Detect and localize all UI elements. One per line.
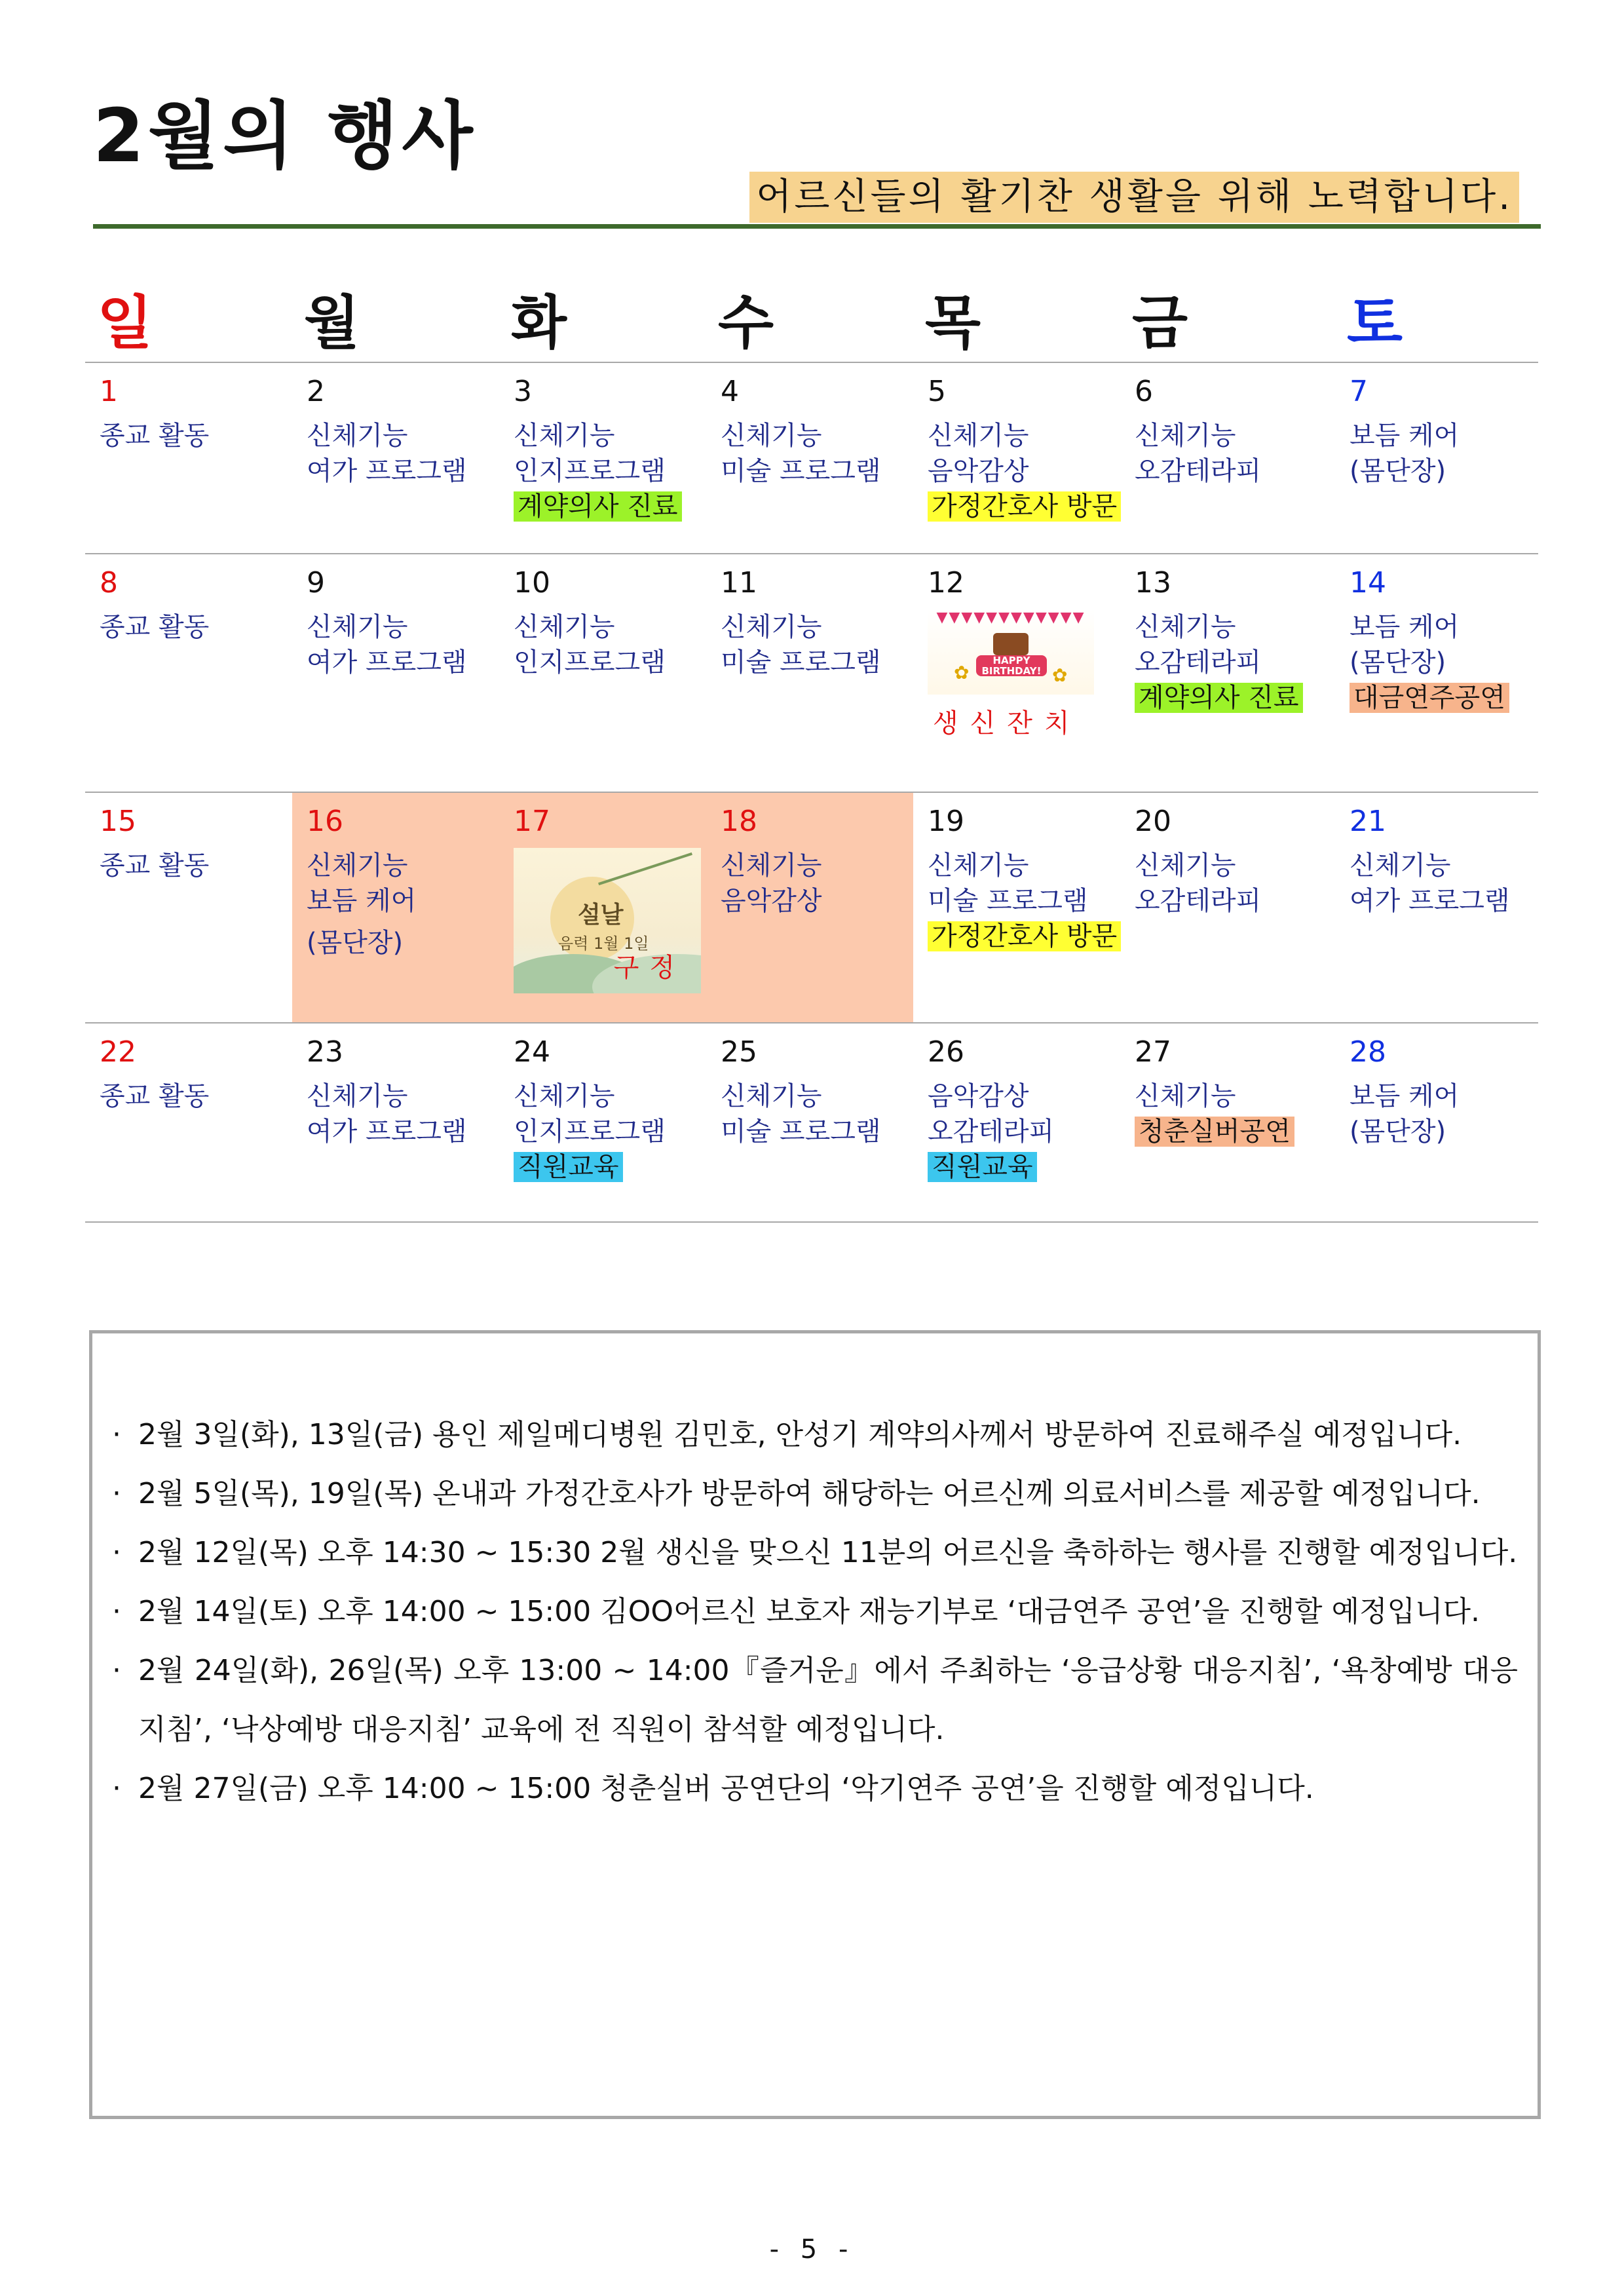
day-number: 14 [1350,566,1386,600]
event-item: 신체기능 [928,851,1029,881]
event-highlight: 계약의사 진료 [1135,683,1303,713]
day-number: 15 [100,805,136,838]
day-cell-18 [706,793,913,1022]
event-highlight: 직원교육 [514,1152,623,1182]
event-item: 신체기능 [721,612,822,642]
day-number: 13 [1135,566,1171,600]
day-number: 20 [1135,805,1171,838]
event-item: 미술 프로그램 [721,647,881,678]
bullet: · [112,1418,121,1451]
day-cell-21 [1335,793,1538,1022]
event-item: 여가 프로그램 [307,647,467,678]
seollal-date: 음력 1월 1일 [558,934,649,953]
event-item: 미술 프로그램 [928,886,1088,916]
event-item: 보듬 케어 [1350,421,1460,451]
event-item: 신체기능 [721,1081,822,1111]
day-number: 27 [1135,1035,1171,1069]
day-number: 1 [100,375,118,408]
day-cell-2 [292,363,499,553]
birthday-banner: HAPPY BIRTHDAY! [976,655,1047,676]
weekday-sun: 일 [97,289,153,356]
day-number: 23 [307,1035,343,1069]
day-number: 11 [721,566,757,600]
day-number: 3 [514,375,532,408]
notice-item: · 2월 5일(목), 19일(목) 온내과 가정간호사가 방문하여 해당하는 어르신께 의료서비스를 제공할 예정입니다. [112,1464,1518,1523]
event-item: 신체기능 [721,421,822,451]
event-item: 신체기능 [514,421,615,451]
flower-icon: ✿ [954,662,970,683]
day-number: 18 [721,805,757,838]
event-item: 종교 활동 [100,851,210,881]
day-cell-3 [499,363,706,553]
event-item: 신체기능 [514,612,615,642]
event-item: 보듬 케어 [1350,1081,1460,1111]
bullet: · [112,1654,121,1687]
event-item: 인지프로그램 [514,1117,666,1147]
event-item: 음악감상 [928,456,1029,486]
day-cell-24 [499,1024,706,1221]
page-title: 2월의 행사 [93,94,477,179]
event-item: 신체기능 [307,1081,408,1111]
day-number: 9 [307,566,325,600]
day-cell-27 [1120,1024,1335,1221]
event-highlight: 청춘실버공연 [1135,1117,1294,1147]
day-cell-26 [913,1024,1120,1221]
birthday-image [928,609,1094,695]
title-divider [93,224,1541,229]
event-item: 여가 프로그램 [307,456,467,486]
day-cell-15 [85,793,292,1022]
calendar-week-1 [85,363,1538,554]
notice-item: · 2월 27일(금) 오후 14:00 ~ 15:00 청춘실버 공연단의 ‘악기연주 공연’을 진행할 예정입니다. [112,1759,1518,1818]
calendar-week-2 [85,554,1538,793]
day-cell-19 [913,793,1120,1022]
day-number: 28 [1350,1035,1386,1069]
day-cell-5 [913,363,1120,553]
day-cell-11 [706,554,913,792]
bullet: · [112,1595,121,1628]
notice-item: · 2월 12일(목) 오후 14:30 ~ 15:30 2월 생신을 맞으신 11분의 어르신을 축하하는 행사를 진행할 예정입니다. [112,1523,1518,1582]
day-number: 21 [1350,805,1386,838]
weekday-sat: 토 [1347,289,1403,356]
event-item: 신체기능 [721,851,822,881]
notice-list [92,1333,1538,1818]
day-number: 2 [307,375,325,408]
event-item: 신체기능 [1135,851,1236,881]
bullet: · [112,1536,121,1569]
event-item: 보듬 케어 [307,886,417,916]
event-highlight: 대금연주공연 [1350,683,1509,713]
day-cell-1 [85,363,292,553]
notice-box [89,1330,1541,2119]
branch-decoration [598,852,692,885]
event-highlight: 가정간호사 방문 [928,491,1121,522]
day-cell-14 [1335,554,1538,792]
event-item: 여가 프로그램 [307,1117,467,1147]
event-item: 종교 활동 [100,612,210,642]
day-cell-13 [1120,554,1335,792]
cake-icon [993,633,1029,655]
day-cell-9 [292,554,499,792]
bullet: · [112,1477,121,1510]
day-cell-12 [913,554,1120,792]
lunar-new-year-label: 구정 [613,953,685,983]
event-item: 신체기능 [307,851,408,881]
day-number: 7 [1350,375,1368,408]
event-highlight: 가정간호사 방문 [928,921,1121,951]
notice-item: · 2월 24일(화), 26일(목) 오후 13:00 ~ 14:00『즐거운』에서 주최하는 ‘응급상황 대응지침’, ‘욕창예방 대응지침’, ‘낙상예방 대응지침’ 교육에 전 직원이 참석할 예정입니다. [112,1641,1518,1759]
flower-icon: ✿ [1052,664,1068,686]
event-highlight: 직원교육 [928,1152,1037,1182]
event-item: (몸단장) [307,928,404,958]
event-item: 신체기능 [1135,421,1236,451]
event-item: (몸단장) [1350,456,1446,486]
birthday-party-label: 생신잔치 [933,708,1082,738]
day-cell-23 [292,1024,499,1221]
event-highlight: 계약의사 진료 [514,491,682,522]
day-number: 22 [100,1035,136,1069]
day-cell-20 [1120,793,1335,1022]
weekday-mon: 월 [304,289,360,356]
day-number: 10 [514,566,550,600]
day-cell-8 [85,554,292,792]
day-number: 25 [721,1035,757,1069]
event-item: 미술 프로그램 [721,1117,881,1147]
day-number: 16 [307,805,343,838]
day-cell-6 [1120,363,1335,553]
event-item: 오감테라피 [1135,886,1262,916]
event-item: 음악감상 [928,1081,1029,1111]
page-number: - 5 - [769,2234,855,2265]
day-cell-16 [292,793,499,1022]
day-cell-4 [706,363,913,553]
event-item: 신체기능 [928,421,1029,451]
day-cell-25 [706,1024,913,1221]
day-cell-17 [499,793,706,1022]
event-item: (몸단장) [1350,1117,1446,1147]
day-number: 8 [100,566,118,600]
event-item: 신체기능 [514,1081,615,1111]
bunting-decoration: ▼▼▼▼▼▼▼▼▼▼▼▼ [936,609,1086,625]
event-item: 보듬 케어 [1350,612,1460,642]
event-item: 인지프로그램 [514,456,666,486]
day-number: 5 [928,375,946,408]
weekday-header [85,288,1538,363]
event-item: (몸단장) [1350,647,1446,678]
calendar-week-4 [85,1024,1538,1223]
weekday-wed: 수 [718,289,774,356]
event-item: 종교 활동 [100,421,210,451]
event-item: 종교 활동 [100,1081,210,1111]
day-number: 12 [928,566,964,600]
event-item: 오감테라피 [1135,456,1262,486]
day-cell-28 [1335,1024,1538,1221]
notice-item: · 2월 3일(화), 13일(금) 용인 제일메디병원 김민호, 안성기 계약의사께서 방문하여 진료해주실 예정입니다. [112,1406,1518,1464]
event-item: 신체기능 [1135,612,1236,642]
weekday-fri: 금 [1132,289,1188,356]
weekday-tue: 화 [511,289,567,356]
event-item: 미술 프로그램 [721,456,881,486]
seollal-image [514,848,701,993]
event-item: 신체기능 [1350,851,1451,881]
event-item: 신체기능 [307,612,408,642]
day-number: 24 [514,1035,550,1069]
event-item: 음악감상 [721,886,822,916]
day-cell-22 [85,1024,292,1221]
event-item: 신체기능 [307,421,408,451]
day-number: 4 [721,375,739,408]
seollal-title: 설날 [578,902,624,928]
day-number: 17 [514,805,550,838]
day-number: 26 [928,1035,964,1069]
day-cell-10 [499,554,706,792]
event-item: 신체기능 [1135,1081,1236,1111]
day-number: 6 [1135,375,1153,408]
subtitle-banner: 어르신들의 활기찬 생활을 위해 노력합니다. [749,172,1519,223]
weekday-thu: 목 [925,289,981,356]
day-cell-7 [1335,363,1538,553]
event-item: 인지프로그램 [514,647,666,678]
event-item: 오감테라피 [1135,647,1262,678]
bullet: · [112,1772,121,1805]
calendar [85,288,1538,1223]
notice-item: · 2월 14일(토) 오후 14:00 ~ 15:00 김OO어르신 보호자 재능기부로 ‘대금연주 공연’을 진행할 예정입니다. [112,1582,1518,1641]
day-number: 19 [928,805,964,838]
event-item: 여가 프로그램 [1350,886,1510,916]
calendar-week-3 [85,793,1538,1024]
event-item: 오감테라피 [928,1117,1055,1147]
